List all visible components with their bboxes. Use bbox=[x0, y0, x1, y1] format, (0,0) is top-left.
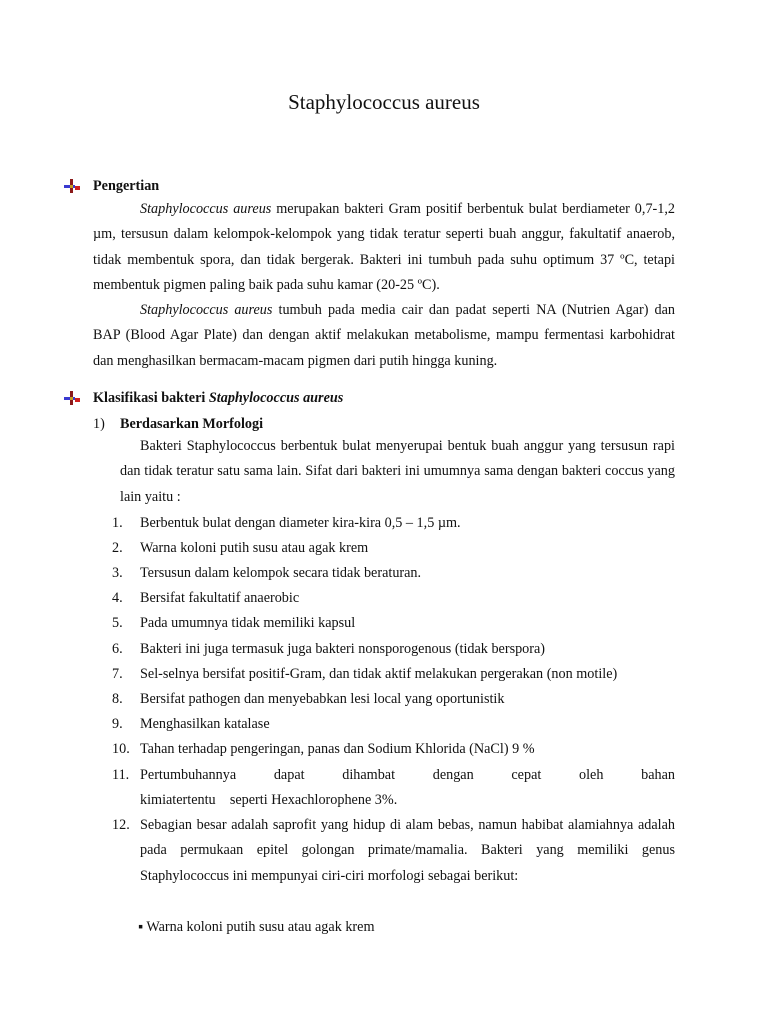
heading-text: Klasifikasi bakteri bbox=[93, 390, 209, 406]
list-item bbox=[112, 813, 675, 889]
item-number: 9. bbox=[112, 716, 123, 732]
item-text: Bakteri ini juga termasuk juga bakteri nonsporogenous (tidak berspora) bbox=[140, 641, 546, 657]
item-number: 6. bbox=[112, 641, 123, 657]
list-item bbox=[112, 536, 675, 561]
list-item bbox=[112, 687, 675, 712]
section-heading-pengertian: Pengertian bbox=[93, 178, 160, 194]
item-number: 7. bbox=[112, 666, 123, 682]
item-number: 5. bbox=[112, 615, 123, 631]
item-text: Berbentuk bulat dengan diameter kira-kira 0,5 – 1,5 µm. bbox=[140, 515, 461, 531]
item-text: Pertumbuhannya dapat dihambat dengan cepat oleh bahan bbox=[140, 767, 675, 783]
section-heading-klasifikasi bbox=[93, 389, 343, 407]
paragraph-text: merupakan bakteri Gram positif berbentuk bulat berdiameter 0,7-1,2 µm, tersusun dalam kelompok-kelompok yang tidak teratur seperti buah anggur, fakultatif anaerob, tidak membentuk spora, dan tidak bergerak. Bakteri ini tumbuh pada suhu optimum 37 ºC, tetapi membentuk pigmen paling baik pada suhu kamar (20-25 ºC). bbox=[93, 201, 676, 294]
item-number: 12. bbox=[112, 817, 130, 833]
list-item bbox=[112, 763, 675, 814]
item-text: Sebagian besar adalah saprofit yang hidup di alam bebas, namun habibat alamiahnya adalah pada permukaan epitel golongan primate/mamalia. Bakteri yang memiliki genus Staphylococcus ini mempunyai ciri-ciri morfologi sebagai berikut: bbox=[140, 817, 675, 884]
item-text: Bersifat pathogen dan menyebabkan lesi local yang oportunistik bbox=[140, 691, 505, 707]
species-name: Staphylococcus aureus bbox=[140, 302, 273, 318]
pengertian-paragraph-1 bbox=[93, 197, 675, 299]
item-number: 11. bbox=[112, 767, 130, 783]
intro-text: Bakteri Staphylococcus berbentuk bulat menyerupai bentuk buah anggur yang tersusun rapi dan tidak teratur satu sama lain. Sifat dari bakteri ini umumnya sama dengan bakteri coccus yang lain yaitu : bbox=[120, 438, 675, 505]
morfologi-intro bbox=[120, 434, 675, 510]
subsection-morfologi bbox=[93, 415, 263, 433]
item-number: 4. bbox=[112, 590, 123, 606]
species-name: Staphylococcus aureus bbox=[140, 201, 272, 217]
item-number: 3. bbox=[112, 565, 123, 581]
list-item bbox=[112, 637, 675, 662]
list-item bbox=[112, 712, 675, 737]
list-item bbox=[112, 737, 675, 762]
arrow-bullet-icon bbox=[64, 391, 80, 405]
list-item bbox=[112, 511, 675, 536]
list-item bbox=[112, 611, 675, 636]
item-number: 8. bbox=[112, 691, 123, 707]
item-text-continued: kimiatertentu seperti Hexachlorophene 3%. bbox=[140, 792, 398, 809]
item-text: Pada umumnya tidak memiliki kapsul bbox=[140, 615, 356, 631]
item-text: Menghasilkan katalase bbox=[140, 716, 270, 732]
list-item bbox=[112, 586, 675, 611]
item-text: Bersifat fakultatif anaerobic bbox=[140, 590, 300, 606]
sub-bullet-item: ▪ Warna koloni putih susu atau agak krem bbox=[138, 919, 375, 935]
item-number: 2. bbox=[112, 540, 123, 556]
list-item bbox=[112, 561, 675, 586]
pengertian-paragraph-2 bbox=[93, 298, 675, 374]
heading-species: Staphylococcus aureus bbox=[208, 390, 344, 406]
item-number: 10. bbox=[112, 741, 130, 757]
subsection-title: Berdasarkan Morfologi bbox=[120, 416, 264, 432]
item-text: Tersusun dalam kelompok secara tidak beraturan. bbox=[140, 565, 422, 581]
item-text: Warna koloni putih susu atau agak krem bbox=[140, 540, 369, 556]
paragraph-text: tumbuh pada media cair dan padat seperti NA (Nutrien Agar) dan BAP (Blood Agar Plate) dan dengan aktif melakukan metabolisme, mampu fermentasi karbohidrat dan menghasilkan bermacam-macam pigmen dari putih hingga kuning. bbox=[93, 302, 675, 369]
item-text: Tahan terhadap pengeringan, panas dan Sodium Khlorida (NaCl) 9 % bbox=[140, 741, 535, 757]
item-number: 1. bbox=[112, 515, 123, 531]
subsection-number: 1) bbox=[93, 416, 105, 432]
arrow-bullet-icon bbox=[64, 179, 80, 193]
item-text: Sel-selnya bersifat positif-Gram, dan tidak aktif melakukan pergerakan (non motile) bbox=[140, 666, 618, 682]
page-title: Staphylococcus aureus bbox=[288, 90, 480, 114]
list-item bbox=[112, 662, 675, 687]
